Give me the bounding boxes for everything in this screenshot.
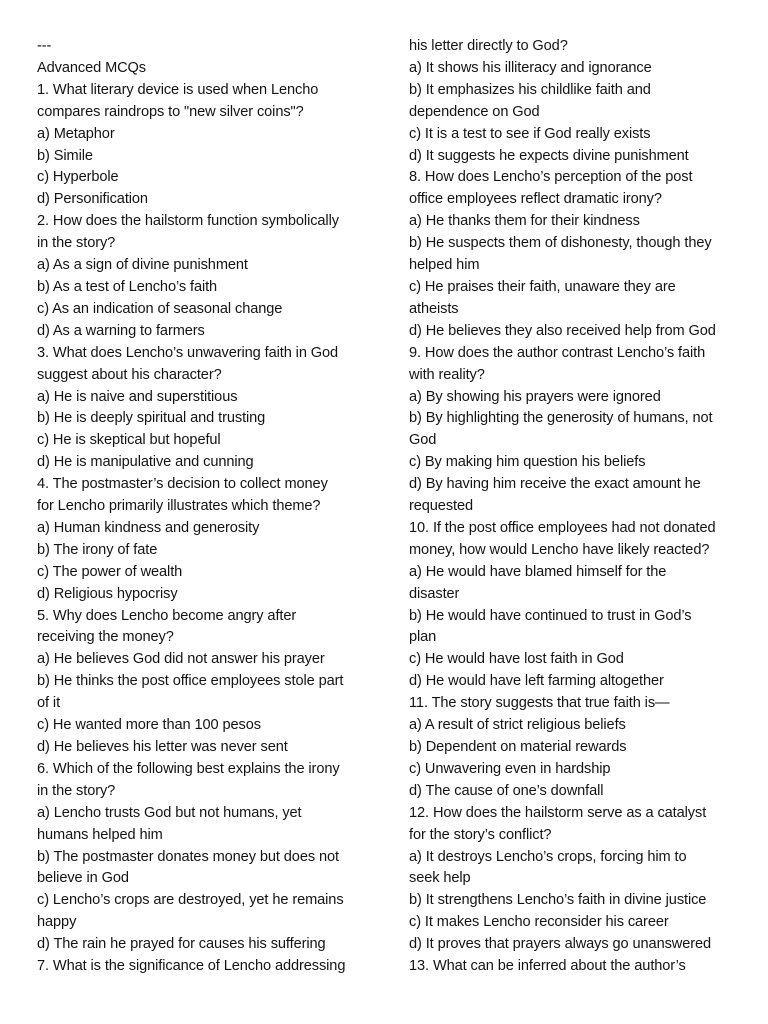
right-column-line: money, how would Lencho have likely reacted? — [409, 541, 710, 558]
left-column-line: compares raindrops to "new silver coins"? — [37, 103, 304, 120]
left-column-line: b) As a test of Lencho’s faith — [37, 278, 218, 295]
left-column-line: in the story? — [37, 235, 116, 252]
right-column-line: seek help — [409, 870, 471, 887]
right-column — [409, 36, 739, 978]
left-column-line: in the story? — [37, 782, 116, 799]
left-column-line: d) He believes his letter was never sent — [37, 739, 288, 755]
left-column-line: suggest about his character? — [37, 366, 222, 383]
right-column-line: d) The cause of one’s downfall — [409, 782, 604, 799]
right-column-line: plan — [409, 629, 437, 646]
right-column-line: d) It proves that prayers always go unanswered — [409, 936, 712, 953]
left-column-line: c) He is skeptical but hopeful — [37, 432, 221, 449]
left-column-line: 5. Why does Lencho become angry after — [37, 607, 297, 624]
right-column-line: a) It destroys Lencho’s crops, forcing him to — [409, 848, 687, 865]
right-column-line: a) A result of strict religious beliefs — [409, 717, 626, 734]
right-column-line: office employees reflect dramatic irony? — [409, 191, 662, 208]
left-column-line: c) Lencho’s crops are destroyed, yet he remains — [37, 892, 344, 909]
right-column-line: d) He believes they also received help from God — [409, 322, 716, 339]
right-column-line: 13. What can be inferred about the author’s — [409, 958, 686, 975]
right-column-line: c) It is a test to see if God really exists — [409, 125, 651, 142]
right-column-line: c) He praises their faith, unaware they are — [409, 278, 676, 295]
right-column-line: b) He would have continued to trust in God’s — [409, 607, 692, 624]
right-column-line: his letter directly to God? — [409, 38, 568, 54]
right-column-line: dependence on God — [409, 103, 540, 120]
left-column-line: of it — [37, 695, 61, 712]
left-column-line: a) Metaphor — [37, 125, 115, 142]
right-column-line: c) He would have lost faith in God — [409, 651, 624, 668]
left-column-line: 2. How does the hailstorm function symbolically — [37, 213, 339, 230]
left-column-line: d) Religious hypocrisy — [37, 585, 178, 602]
left-column-line: 1. What literary device is used when Lencho — [37, 81, 319, 98]
left-column-line: c) The power of wealth — [37, 563, 183, 580]
left-column-line: a) Lencho trusts God but not humans, yet — [37, 804, 302, 821]
left-column-line: believe in God — [37, 870, 129, 887]
right-column-line: disaster — [409, 585, 460, 602]
right-column-line: 10. If the post office employees had not donated — [409, 519, 716, 536]
left-column-line: Advanced MCQs — [37, 59, 147, 76]
right-column-line: for the story’s conflict? — [409, 826, 552, 843]
right-column-line: b) It strengthens Lencho’s faith in divine justice — [409, 892, 707, 909]
right-column-line: a) He would have blamed himself for the — [409, 563, 667, 580]
right-column-line: atheists — [409, 300, 459, 317]
left-column-line: b) Simile — [37, 147, 93, 164]
right-column-line: b) Dependent on material rewards — [409, 739, 627, 755]
left-column-line: d) Personification — [37, 191, 148, 208]
right-column-line: d) By having him receive the exact amount he — [409, 476, 701, 493]
right-column-line: c) Unwavering even in hardship — [409, 760, 611, 777]
left-column-line: a) Human kindness and generosity — [37, 519, 260, 536]
left-column-line: b) The postmaster donates money but does not — [37, 848, 339, 865]
right-column-line: c) By making him question his beliefs — [409, 454, 646, 471]
left-column-line: c) Hyperbole — [37, 169, 119, 186]
left-column-line: b) The irony of fate — [37, 541, 158, 558]
left-column-line: happy — [37, 914, 77, 931]
right-column-line: a) He thanks them for their kindness — [409, 213, 640, 230]
left-column-line: a) As a sign of divine punishment — [37, 257, 248, 274]
left-column-line: d) He is manipulative and cunning — [37, 454, 254, 471]
right-column-line: with reality? — [409, 366, 485, 383]
right-column-line: b) By highlighting the generosity of humans, not — [409, 410, 713, 427]
right-column-line: b) He suspects them of dishonesty, though they — [409, 235, 712, 252]
left-column-line: 7. What is the significance of Lencho addressing — [37, 958, 346, 975]
left-column-line: a) He believes God did not answer his prayer — [37, 651, 325, 668]
left-column-line: d) The rain he prayed for causes his suffering — [37, 936, 326, 953]
left-column-line: --- — [37, 38, 52, 54]
left-column-line: receiving the money? — [37, 629, 174, 646]
left-column-line: b) He thinks the post office employees stole part — [37, 673, 344, 690]
left-column-line: b) He is deeply spiritual and trusting — [37, 410, 266, 427]
left-column-line: c) As an indication of seasonal change — [37, 300, 283, 317]
left-column-line: c) He wanted more than 100 pesos — [37, 717, 261, 734]
left-column-line: d) As a warning to farmers — [37, 322, 205, 339]
right-column-line: 9. How does the author contrast Lencho’s faith — [409, 344, 706, 361]
right-column-line: a) By showing his prayers were ignored — [409, 388, 661, 405]
right-column-line: d) He would have left farming altogether — [409, 673, 664, 690]
right-column-line: c) It makes Lencho reconsider his career — [409, 914, 669, 931]
right-column-line: b) It emphasizes his childlike faith and — [409, 81, 651, 98]
right-column-line: requested — [409, 498, 474, 515]
right-column-line: 8. How does Lencho’s perception of the post — [409, 169, 693, 186]
left-column-line: 3. What does Lencho’s unwavering faith in God — [37, 344, 339, 361]
left-column-line: humans helped him — [37, 826, 163, 843]
right-column-line: helped him — [409, 257, 480, 274]
left-column-line: a) He is naive and superstitious — [37, 388, 238, 405]
right-column-line: a) It shows his illiteracy and ignorance — [409, 59, 652, 76]
right-column-line: 12. How does the hailstorm serve as a catalyst — [409, 804, 707, 821]
right-column-line: God — [409, 432, 437, 449]
right-column-line: d) It suggests he expects divine punishment — [409, 147, 689, 164]
right-column-line: 11. The story suggests that true faith is— — [409, 695, 670, 712]
left-column-line: 4. The postmaster’s decision to collect money — [37, 476, 328, 493]
left-column-line: 6. Which of the following best explains the irony — [37, 760, 340, 777]
left-column-line: for Lencho primarily illustrates which theme? — [37, 498, 321, 515]
left-column — [37, 36, 372, 978]
